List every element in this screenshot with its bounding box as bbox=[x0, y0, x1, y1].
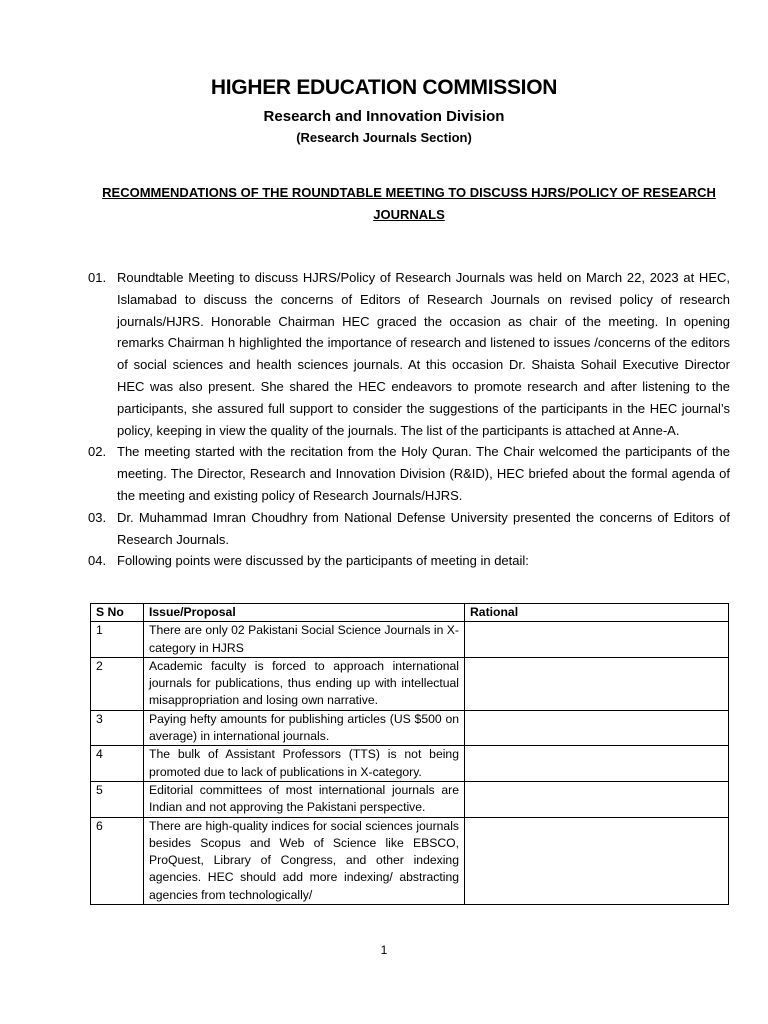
column-header-issue: Issue/Proposal bbox=[144, 604, 465, 622]
table-row bbox=[91, 710, 729, 746]
paragraph-number: 02. bbox=[88, 444, 107, 460]
cell-rational bbox=[465, 622, 729, 658]
paragraph-text: Following points were discussed by the participants of meeting in detail: bbox=[117, 553, 529, 569]
table-row bbox=[91, 622, 729, 658]
cell-rational bbox=[465, 710, 729, 746]
cell-sno: 2 bbox=[91, 657, 144, 710]
cell-sno: 1 bbox=[91, 622, 144, 658]
cell-issue: There are only 02 Pakistani Social Science Journals in X-category in HJRS bbox=[144, 622, 465, 658]
paragraph-number: 01. bbox=[88, 270, 107, 285]
paragraph-text: Roundtable Meeting to discuss HJRS/Policy of Research Journals was held on March 22, 2023 at HEC, Islamabad to discuss the concerns of Editors of Research Journals on revised policy of research journals/HJRS. Honorable Chairman HEC graced the occasion as chair of the meeting. In opening remarks Chairman h highlighted the importance of research and listened to issues /concerns of the editors of social sciences and health sciences journals. At this occasion Dr. Shaista Sohail Executive Director HEC was also present. She shared the HEC endeavors to promote research and after listening to the participants, she assured full support to consider the suggestions of the participants in the HEC journal’s policy, keeping in view the quality of the journals. The list of the participants is attached at Anne-A. bbox=[117, 270, 730, 438]
paragraph-list bbox=[88, 267, 730, 572]
page-number: 1 bbox=[380, 943, 388, 957]
paragraph-number: 03. bbox=[88, 509, 107, 525]
column-header-rational: Rational bbox=[465, 604, 729, 622]
table-row bbox=[91, 781, 729, 817]
cell-sno: 3 bbox=[91, 710, 144, 746]
paragraph-text: Dr. Muhammad Imran Choudhry from National Defense University presented the concerns of Editors of Research Journals. bbox=[117, 509, 730, 547]
cell-rational bbox=[465, 781, 729, 817]
document-heading: RECOMMENDATIONS OF THE ROUNDTABLE MEETING TO DISCUSS HJRS/POLICY OF RESEARCH JOURNALS bbox=[102, 185, 716, 222]
paragraph bbox=[88, 441, 730, 506]
paragraph bbox=[88, 550, 730, 572]
cell-issue: Paying hefty amounts for publishing articles (US $500 on average) in international journals. bbox=[144, 710, 465, 746]
column-header-sno: S No bbox=[91, 604, 144, 622]
cell-issue: There are high-quality indices for social sciences journals besides Scopus and Web of Science like EBSCO, ProQuest, Library of Congress, and other indexing agencies. HEC should add more indexing/ abstracting agencies from technologically/ bbox=[144, 817, 465, 904]
cell-issue: Editorial committees of most international journals are Indian and not approving the Pakistani perspective. bbox=[144, 781, 465, 817]
issues-table-container bbox=[90, 603, 728, 905]
cell-sno: 5 bbox=[91, 781, 144, 817]
cell-issue: The bulk of Assistant Professors (TTS) is not being promoted due to lack of publications in X-category. bbox=[144, 746, 465, 782]
table-row bbox=[91, 746, 729, 782]
division-title: Research and Innovation Division bbox=[263, 108, 505, 125]
cell-sno: 4 bbox=[91, 746, 144, 782]
paragraph-number: 04. bbox=[88, 553, 107, 569]
table-row bbox=[91, 657, 729, 710]
cell-issue: Academic faculty is forced to approach international journals for publications, thus ending up with intellectual misappropriation and losing own narrative. bbox=[144, 657, 465, 710]
table-row bbox=[91, 817, 729, 904]
paragraph bbox=[88, 267, 730, 441]
cell-rational bbox=[465, 817, 729, 904]
org-title: HIGHER EDUCATION COMMISSION bbox=[210, 76, 558, 99]
cell-sno: 6 bbox=[91, 817, 144, 904]
table-header-row bbox=[91, 604, 729, 622]
issues-table bbox=[90, 603, 729, 905]
section-title: (Research Journals Section) bbox=[296, 130, 472, 145]
paragraph-text: The meeting started with the recitation from the Holy Quran. The Chair welcomed the participants of the meeting. The Director, Research and Innovation Division (R&ID), HEC briefed about the formal agenda of the meeting and existing policy of Research Journals/HJRS. bbox=[117, 444, 730, 503]
cell-rational bbox=[465, 657, 729, 710]
paragraph bbox=[88, 507, 730, 551]
cell-rational bbox=[465, 746, 729, 782]
